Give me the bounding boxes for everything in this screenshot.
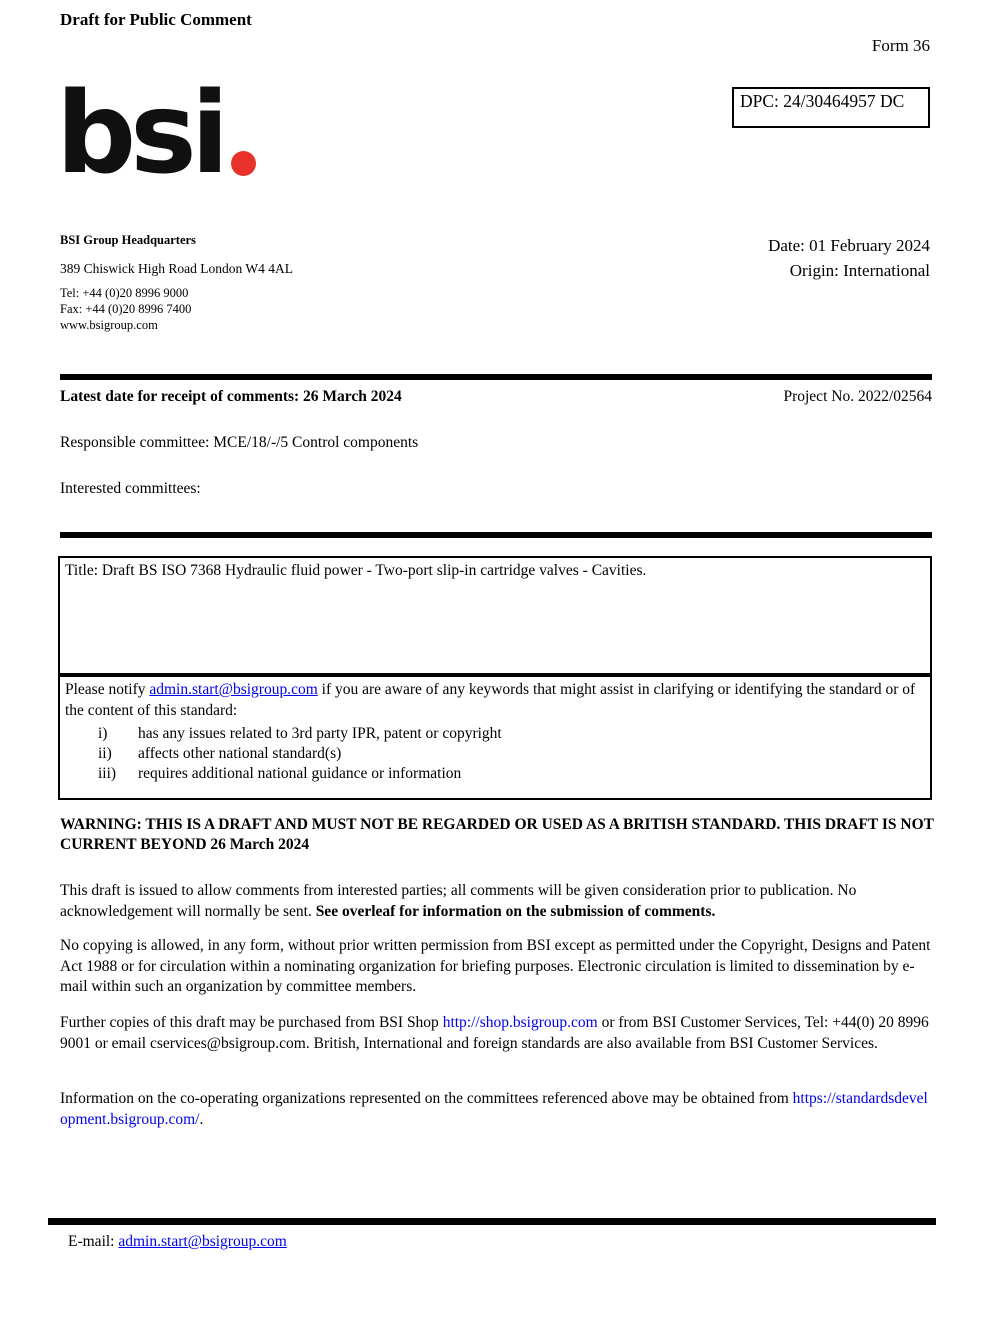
responsible-committee-line: Responsible committee: MCE/18/-/5 Control components: [60, 434, 419, 451]
hq-tel: Tel: +44 (0)20 8996 9000: [60, 286, 189, 300]
address-block: [60, 232, 293, 333]
date-line: Date: 01 February 2024: [768, 236, 930, 255]
issued-bold-text: See overleaf for information on the submission of comments.: [315, 902, 716, 920]
cooperating-paragraph: [60, 1089, 934, 1130]
form-number: Form 36: [871, 36, 930, 55]
origin-line: Origin: International: [789, 261, 930, 280]
title-box: [58, 556, 932, 675]
notify-email-link[interactable]: admin.start@bsigroup.com: [149, 681, 318, 698]
bsi-logo: [56, 69, 256, 199]
latest-date-label: Latest date for receipt of comments: 26 March 2024: [60, 388, 402, 405]
notify-list: [65, 724, 925, 784]
list-item-numeral: i): [98, 725, 108, 742]
warning-paragraph: WARNING: THIS IS A DRAFT AND MUST NOT BE REGARDED OR USED AS A BRITISH STANDARD. THIS DRAFT IS NOT CURRENT BEYOND 26 March 2024: [60, 816, 934, 853]
copies-text-after: or from BSI Customer Services, Tel: +44(0) 20 8996 9001 or email cservices@bsigroup.com. British, International and foreign standards are also available from BSI Customer Services.: [60, 1014, 929, 1052]
list-item-text: requires additional national guidance or information: [138, 765, 462, 782]
issued-text: This draft is issued to allow comments from interested parties; all comments will be given consideration prior to publication. No acknowledgement will normally be sent.: [60, 882, 857, 920]
hq-street: 389 Chiswick High Road London W4 4AL: [60, 261, 293, 276]
info-text-after: .: [199, 1110, 204, 1128]
list-item: [65, 724, 925, 744]
bsi-logo-text: bsi: [56, 69, 224, 199]
copies-text-before: Further copies of this draft may be purchased from BSI Shop: [60, 1014, 443, 1031]
notify-text-after: if you are aware of any keywords that might assist in clarifying or identifying the standard or of the content of this standard:: [65, 681, 916, 719]
list-item-numeral: iii): [98, 765, 117, 782]
standard-title: Title: Draft BS ISO 7368 Hydraulic fluid power - Two-port slip-in cartridge valves - Cavities.: [65, 562, 647, 579]
info-text-before: Information on the co-operating organizations represented on the committees referenced above may be obtained from: [60, 1090, 793, 1107]
copying-paragraph: No copying is allowed, in any form, without prior written permission from BSI except as permitted under the Copyright, Designs and Patent Act 1988 or for circulation within a nominating organization for briefing purposes. Electronic circulation is limited to dissemination by e-mail within such an organization by committee members.: [60, 937, 931, 995]
latest-date-row: [60, 388, 932, 406]
list-item-text: has any issues related to 3rd party IPR, patent or copyright: [138, 725, 502, 742]
notify-text-before: Please notify: [65, 681, 150, 698]
divider-rule-top: [60, 374, 932, 380]
notify-box: [58, 675, 932, 800]
hq-fax: Fax: +44 (0)20 8996 7400: [60, 302, 192, 316]
list-item: [65, 764, 925, 784]
standards-development-link[interactable]: https://standardsdevelopment.bsigroup.com/: [60, 1090, 928, 1128]
list-item-text: affects other national standard(s): [138, 745, 342, 762]
copies-paragraph: [60, 1013, 934, 1054]
footer-email-line: [68, 1233, 287, 1251]
project-number: Project No. 2022/02564: [783, 388, 932, 405]
issued-paragraph: [60, 881, 934, 922]
draft-for-public-comment-heading: Draft for Public Comment: [60, 10, 252, 29]
dpc-number: DPC: 24/30464957 DC: [740, 91, 905, 111]
interested-committees-line: Interested committees:: [60, 480, 201, 497]
date-origin-block: [768, 233, 930, 283]
hq-web: www.bsigroup.com: [60, 318, 158, 332]
hq-name: BSI Group Headquarters: [60, 233, 196, 247]
list-item-numeral: ii): [98, 745, 112, 762]
divider-rule-bottom: [48, 1218, 936, 1225]
dpc-number-box: [732, 87, 930, 128]
footer-email-label: E-mail:: [68, 1233, 119, 1250]
divider-rule-middle: [60, 532, 932, 538]
list-item: [65, 744, 925, 764]
footer-email-link[interactable]: admin.start@bsigroup.com: [118, 1233, 287, 1250]
bsi-shop-link[interactable]: http://shop.bsigroup.com: [442, 1014, 598, 1031]
bsi-logo-dot-icon: [231, 151, 256, 176]
